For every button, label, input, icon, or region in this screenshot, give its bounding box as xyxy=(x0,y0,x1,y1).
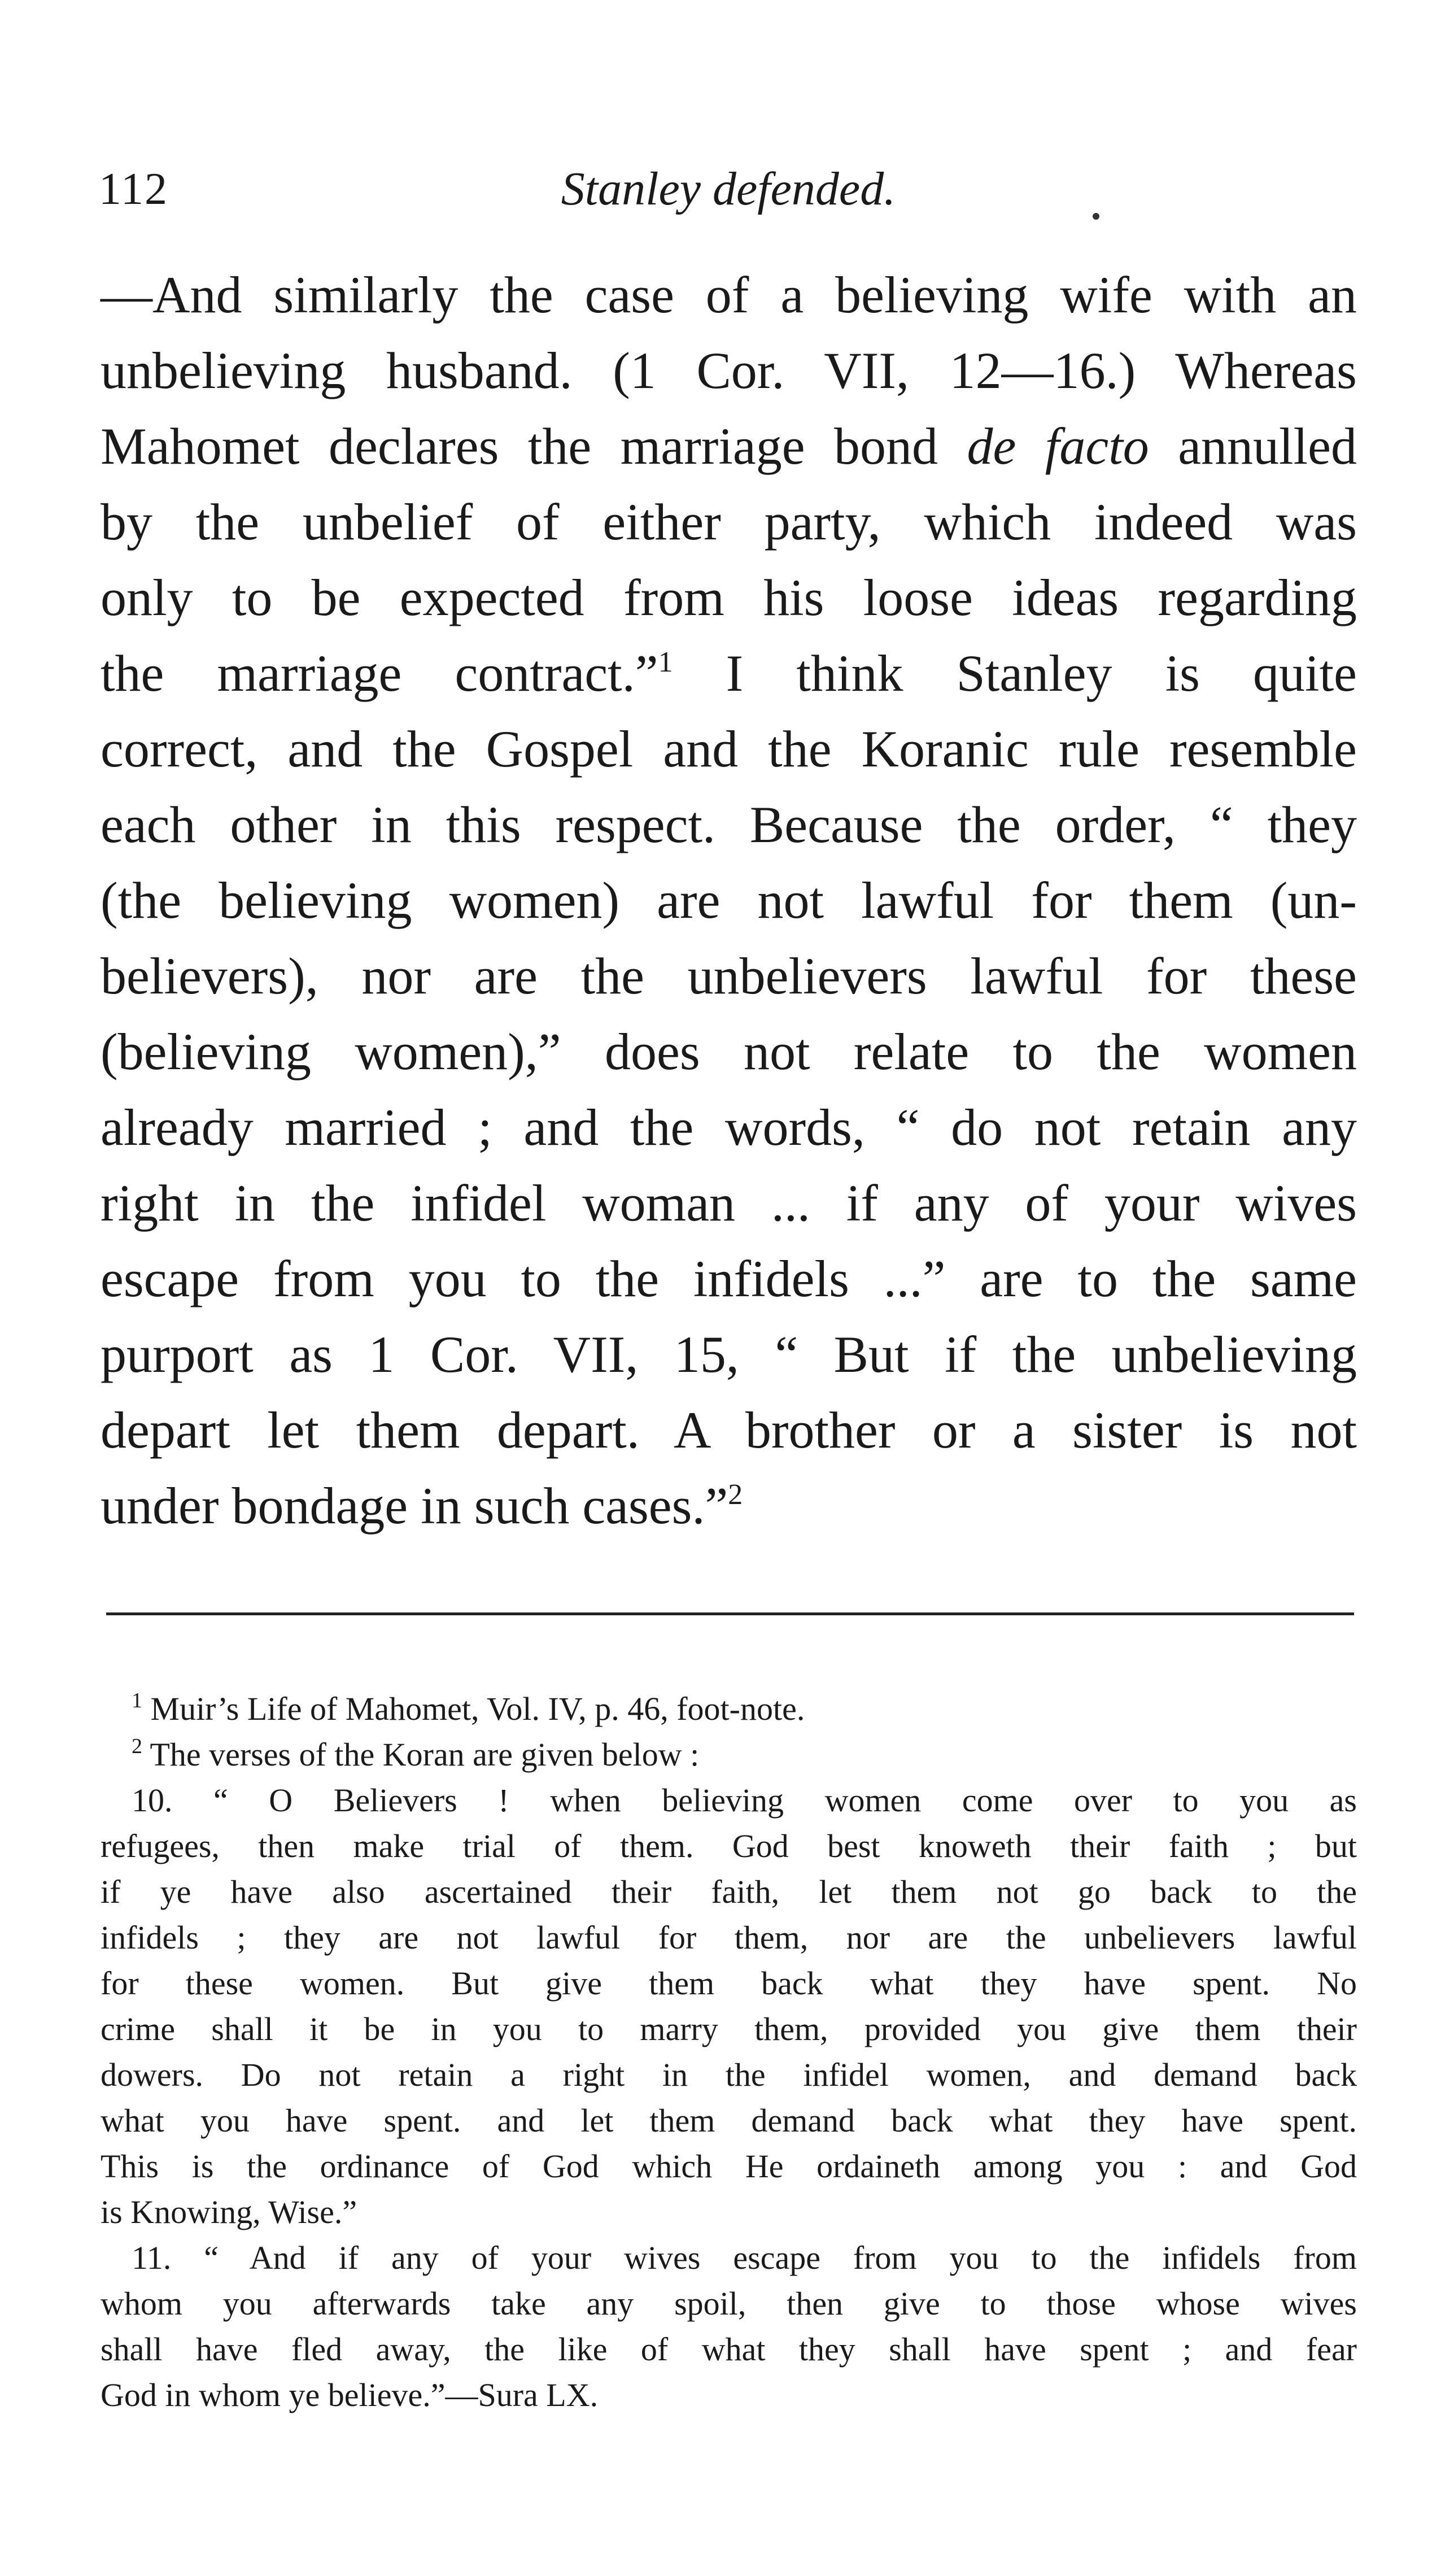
footnote-line: dowers. Do not retain a right in the infidel women, and demand back xyxy=(101,2056,1357,2093)
footnote-line: what you have spent. and let them demand back what they have spent. xyxy=(101,2102,1357,2139)
body-line: —And similarly the case of a believing wife with an xyxy=(101,266,1357,324)
body-line: each other in this respect. Because the order, “ they xyxy=(101,796,1357,853)
body-line: Mahomet declares the marriage bond de facto annulled xyxy=(101,417,1357,475)
ink-speck xyxy=(1093,213,1099,220)
footnote-ref[interactable]: 2 xyxy=(728,1479,743,1511)
body-line: already married ; and the words, “ do not retain any xyxy=(101,1099,1357,1156)
footnote-ref[interactable]: 1 xyxy=(658,646,673,678)
body-line: by the unbelief of either party, which indeed was xyxy=(101,493,1357,551)
footnote-rule xyxy=(106,1612,1354,1615)
body-line: under bondage in such cases.”$^2$ xyxy=(101,1477,743,1535)
footnote-2: $^2$ The verses of the Koran are given below : xyxy=(132,1734,700,1773)
body-line: only to be expected from his loose ideas regarding xyxy=(101,569,1357,626)
body-line: correct, and the Gospel and the Koranic rule resemble xyxy=(101,720,1357,778)
footnote-line: This is the ordinance of God which He ordaineth among you : and God xyxy=(101,2148,1357,2185)
footnote-line: God in whom ye believe.”—Sura LX. xyxy=(101,2377,599,2413)
footnote-line: infidels ; they are not lawful for them, nor are the unbelievers lawful xyxy=(101,1919,1357,1956)
running-title: Stanley defended. xyxy=(561,163,896,215)
footnote-line: whom you afterwards take any spoil, then give to those whose wives xyxy=(101,2285,1357,2322)
body-line: unbelieving husband. (1 Cor. VII, 12—16.) Whereas xyxy=(101,342,1357,399)
body-line: the marriage contract.”$^1$ I think Stanley is quite xyxy=(101,644,1357,702)
footnote-line: for these women. But give them back what they have spent. No xyxy=(101,1965,1357,2002)
body-line: purport as 1 Cor. VII, 15, “ But if the unbelieving xyxy=(101,1326,1357,1383)
footnote-line: crime shall it be in you to marry them, provided you give them their xyxy=(101,2011,1357,2047)
footnote-1: $^1$ Muir’s Life of Mahomet, Vol. IV, p. 46, foot-note. xyxy=(132,1689,805,1727)
body-line: (believing women),” does not relate to the women xyxy=(101,1023,1357,1080)
running-head xyxy=(99,161,1358,229)
body-line: (the believing women) are not lawful for them (un- xyxy=(101,871,1357,929)
body-text xyxy=(101,257,1357,1544)
footnote-marker: 2 xyxy=(132,1734,142,1758)
footnote-marker: 1 xyxy=(132,1689,142,1712)
footnote-line: refugees, then make trial of them. God best knoweth their faith ; but xyxy=(101,1828,1357,1864)
footnote-line: 11. “ And if any of your wives escape from you to the infidels from xyxy=(132,2239,1357,2276)
footnote-line: if ye have also ascertained their faith, let them not go back to the xyxy=(101,1873,1357,1910)
page-number: 112 xyxy=(99,164,169,214)
footnote-line: 10. “ O Believers ! when believing women come over to you as xyxy=(132,1782,1357,1819)
body-line: escape from you to the infidels ...” are to the same xyxy=(101,1250,1357,1307)
body-line: believers), nor are the unbelievers lawful for these xyxy=(101,947,1357,1005)
footnote-line: is Knowing, Wise.” xyxy=(101,2194,357,2230)
footnote-line: shall have fled away, the like of what they shall have spent ; and fear xyxy=(101,2331,1357,2368)
body-line: depart let them depart. A brother or a sister is not xyxy=(101,1401,1357,1459)
body-line: right in the infidel woman ... if any of your wives xyxy=(101,1174,1357,1232)
italic-phrase: de facto xyxy=(967,417,1149,475)
footnotes xyxy=(101,1686,1357,2418)
